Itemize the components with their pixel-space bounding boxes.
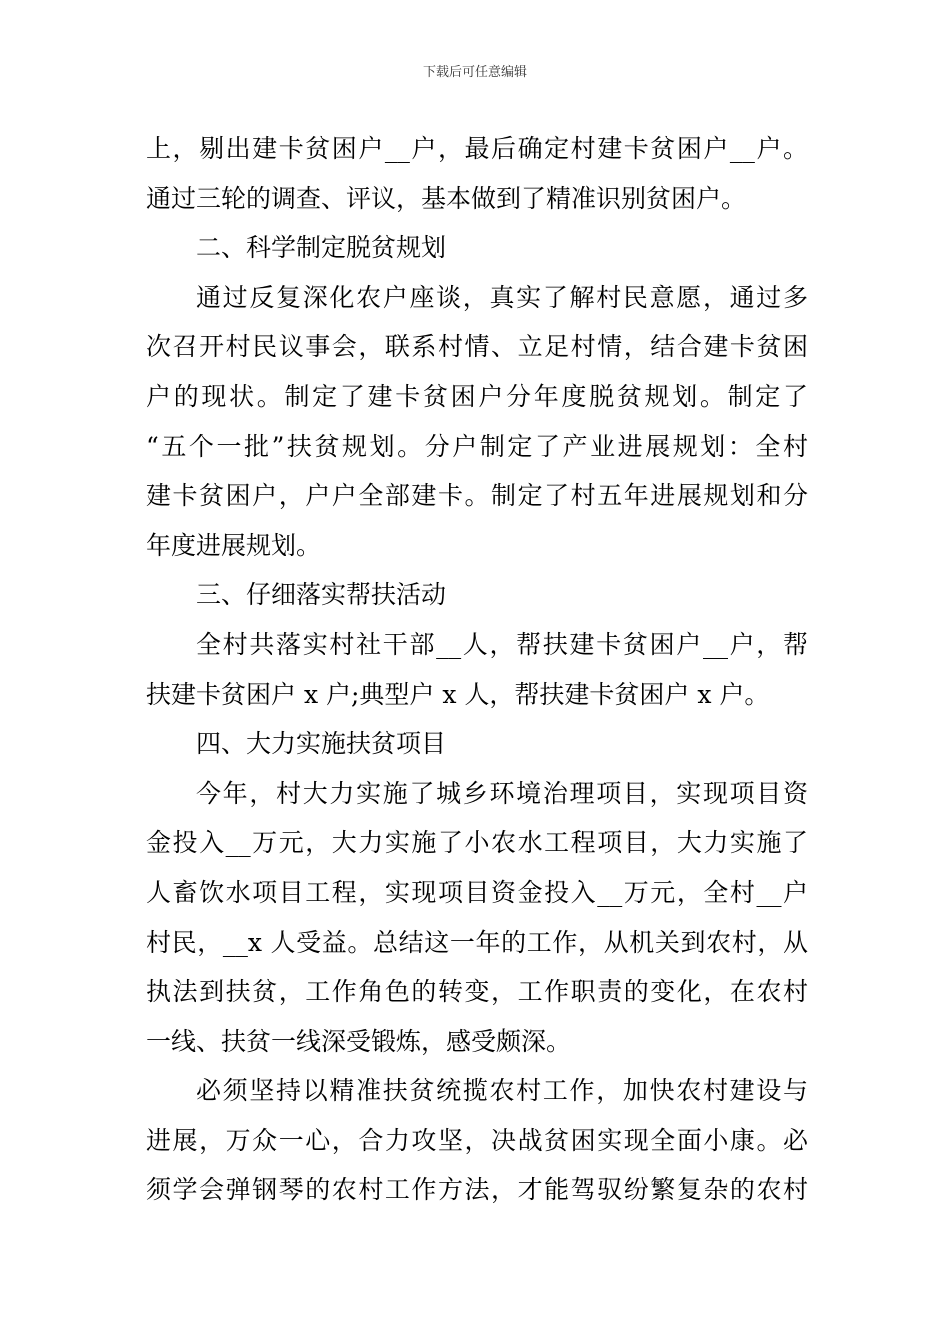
section-heading: 四、大力实施扶贫项目 bbox=[196, 729, 447, 759]
text-line: 扶建卡贫困户 x 户;典型户 x 人，帮扶建卡贫困户 x 户。 bbox=[146, 679, 770, 709]
section-heading: 二、科学制定脱贫规划 bbox=[196, 233, 447, 263]
text-line: 户的现状。制定了建卡贫困户分年度脱贫规划。制定了 bbox=[146, 381, 808, 411]
text-line: 年度进展规划。 bbox=[146, 530, 322, 560]
text-line: 通过反复深化农户座谈，真实了解村民意愿，通过多 bbox=[196, 282, 808, 312]
text-line: 通过三轮的调查、评议，基本做到了精准识别贫困户。 bbox=[146, 183, 747, 213]
text-line: 村民，__x 人受益。总结这一年的工作，从机关到农村，从 bbox=[146, 927, 808, 957]
section-heading: 三、仔细落实帮扶活动 bbox=[196, 580, 447, 610]
text-line: 须学会弹钢琴的农村工作方法，才能驾驭纷繁复杂的农村 bbox=[146, 1175, 808, 1205]
text-line: 执法到扶贫，工作角色的转变，工作职责的变化，在农村 bbox=[146, 977, 808, 1007]
text-line: 一线、扶贫一线深受锻炼，感受颇深。 bbox=[146, 1026, 572, 1056]
text-line: 上，剔出建卡贫困户__户，最后确定村建卡贫困户__户。 bbox=[146, 134, 808, 163]
text-line: 建卡贫困户，户户全部建卡。制定了村五年进展规划和分 bbox=[146, 481, 808, 511]
text-line: 全村共落实村社干部__人，帮扶建卡贫困户__户，帮 bbox=[196, 629, 808, 659]
text-line: 必须坚持以精准扶贫统揽农村工作，加快农村建设与 bbox=[196, 1076, 808, 1106]
text-line: 次召开村民议事会，联系村情、立足村情，结合建卡贫困 bbox=[146, 332, 808, 362]
text-line: 金投入__万元，大力实施了小农水工程项目，大力实施了 bbox=[146, 828, 808, 858]
text-line: 人畜饮水项目工程，实现项目资金投入__万元，全村__户 bbox=[146, 877, 808, 907]
text-line: 今年，村大力实施了城乡环境治理项目，实现项目资 bbox=[196, 778, 808, 808]
text-line: 进展，万众一心，合力攻坚，决战贫困实现全面小康。必 bbox=[146, 1125, 808, 1155]
document-body bbox=[146, 124, 808, 1215]
page-header: 下载后可任意编辑 bbox=[422, 65, 527, 80]
text-line: “五个一批”扶贫规划。分户制定了产业进展规划：全村 bbox=[146, 431, 808, 461]
